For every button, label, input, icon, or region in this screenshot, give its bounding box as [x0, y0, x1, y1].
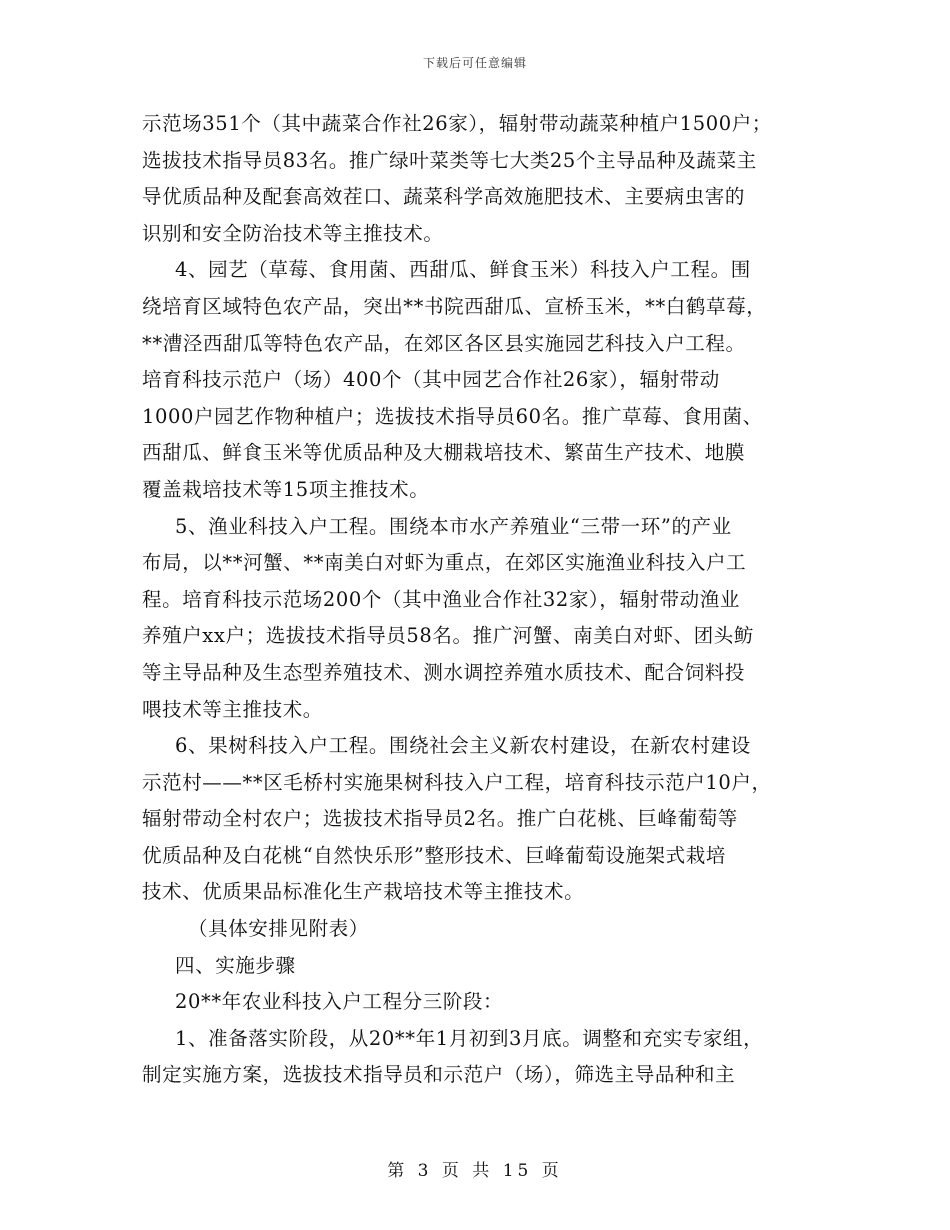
- text-line: 导优质品种及配套高效茬口、蔬菜科学高效施肥技术、主要病虫害的: [142, 185, 746, 209]
- text-line: 识别和安全防治技术等主推技术。: [142, 221, 444, 245]
- text-line: 示范场351个（其中蔬菜合作社26家），辐射带动蔬菜种植户1500户；: [142, 112, 772, 135]
- text-line: **漕泾西甜瓜等特色农产品，在郊区各区县实施园艺科技入户工程。: [142, 331, 746, 355]
- text-line: 技术、优质果品标准化生产栽培技术等主推技术。: [142, 880, 585, 904]
- text-line: 20**年农业科技入户工程分三阶段：: [175, 990, 504, 1014]
- text-line: 程。培育科技示范场200个（其中渔业合作社32家），辐射带动渔业: [142, 587, 740, 611]
- note-line: （具体安排见附表）: [188, 917, 369, 941]
- text-line: 养殖户xx户；选拔技术指导员58名。推广河蟹、南美白对虾、团头鲂: [142, 624, 755, 648]
- text-line: 培育科技示范户（场）400个（其中园艺合作社26家），辐射带动: [142, 368, 720, 392]
- text-line: 制定实施方案，选拔技术指导员和示范户（场），筛选主导品种和主: [142, 1063, 736, 1087]
- text-line: 辐射带动全村农户；选拔技术指导员2名。推广白花桃、巨峰葡萄等: [142, 807, 738, 831]
- text-line: 覆盖栽培技术等15项主推技术。: [142, 477, 430, 501]
- text-line: 西甜瓜、鲜食玉米等优质品种及大棚栽培技术、繁苗生产技术、地膜: [142, 441, 746, 465]
- text-line: 喂技术等主推技术。: [142, 697, 323, 721]
- text-line: 布局，以**河蟹、**南美白对虾为重点，在郊区实施渔业科技入户工: [142, 551, 747, 575]
- section-heading: 四、实施步骤: [175, 953, 296, 977]
- document-body: [142, 106, 822, 1094]
- text-line: 示范村——**区毛桥村实施果树科技入户工程，培育科技示范户10户，: [142, 770, 772, 794]
- paragraph-start-line: 5、渔业科技入户工程。围绕本市水产养殖业“三带一环”的产业: [175, 514, 732, 538]
- text-line: 优质品种及白花桃“自然快乐形”整形技术、巨峰葡萄设施架式栽培: [142, 843, 726, 867]
- page-footer: 第 3 页 共 15 页: [387, 1161, 563, 1181]
- paragraph-start-line: 6、果树科技入户工程。围绕社会主义新农村建设，在新农村建设: [175, 734, 751, 758]
- paragraph-start-line: 4、园艺（草莓、食用菌、西甜瓜、鲜食玉米）科技入户工程。围: [175, 258, 751, 282]
- paragraph-start-line: 1、准备落实阶段，从20**年1月初到3月底。调整和充实专家组，: [175, 1026, 764, 1050]
- text-line: 选拔技术指导员83名。推广绿叶菜类等七大类25个主导品种及蔬菜主: [142, 148, 757, 172]
- text-line: 1000户园艺作物种植户；选拔技术指导员60名。推广草莓、食用菌、: [142, 404, 763, 428]
- page-header: 下载后可任意编辑: [422, 56, 527, 70]
- text-line: 等主导品种及生态型养殖技术、测水调控养殖水质技术、配合饲料投: [142, 660, 746, 684]
- text-line: 绕培育区域特色农产品，突出**书院西甜瓜、宣桥玉米，**白鹤草莓，: [142, 294, 767, 318]
